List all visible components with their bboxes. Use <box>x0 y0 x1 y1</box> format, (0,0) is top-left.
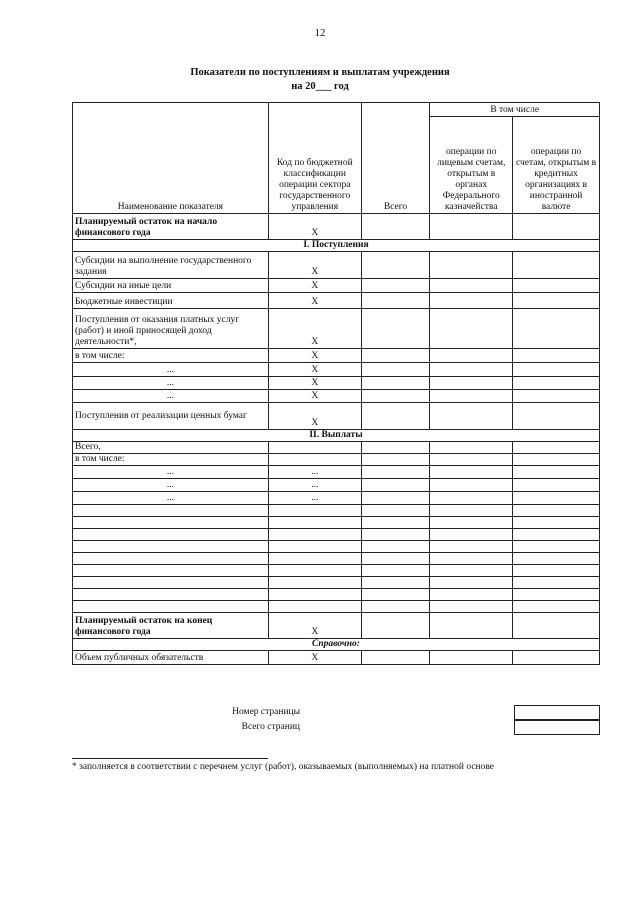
cell-treasury <box>430 613 513 639</box>
cell-foreign <box>513 252 600 279</box>
row-label: в том числе: <box>73 349 269 363</box>
cell-total <box>361 279 430 293</box>
cell-total <box>361 214 430 240</box>
title-line-1: Показатели по поступлениям и выплатам учреждения <box>190 67 450 78</box>
row-label: в том числе: <box>73 454 269 466</box>
header-treasury-accounts: операции по лицевым счетам, открытым в органах Федерального казначейства <box>430 117 513 214</box>
header-including: В том числе <box>430 103 600 117</box>
cell-foreign <box>513 651 600 665</box>
header-foreign-currency-accounts: операции по счетам, открытым в кредитных организациях в иностранной валюте <box>513 117 600 214</box>
cell-total <box>361 293 430 309</box>
code-dots: ... <box>268 466 361 479</box>
cell-treasury <box>430 442 513 454</box>
x-mark: Х <box>268 390 361 403</box>
x-mark: Х <box>268 252 361 279</box>
cell-foreign <box>513 309 600 349</box>
total-pages-label: Всего страниц <box>241 722 300 732</box>
empty-row <box>73 577 600 589</box>
x-mark: Х <box>268 377 361 390</box>
cell-foreign <box>513 613 600 639</box>
cell-treasury <box>430 454 513 466</box>
x-mark: Х <box>268 214 361 240</box>
row-label: Поступления от реализации ценных бумаг <box>73 403 269 430</box>
row-label: Субсидии на иные цели <box>73 279 269 293</box>
cell-total <box>361 252 430 279</box>
cell-total <box>361 403 430 430</box>
row-label: ... <box>73 492 269 505</box>
cell-foreign <box>513 442 600 454</box>
footnote: * заполняется в соответствии с перечнем услуг (работ), оказываемых (выполняемых) на платной основе <box>72 762 495 772</box>
cell-total <box>361 492 430 505</box>
header-code: Код по бюджетной классификации операции сектора государственного управления <box>268 103 361 214</box>
cell-total <box>361 390 430 403</box>
reference-label: Справочно: <box>73 639 600 651</box>
row-label: ... <box>73 479 269 492</box>
empty-row <box>73 505 600 517</box>
empty-row <box>73 529 600 541</box>
cell-total <box>361 377 430 390</box>
x-mark: Х <box>268 651 361 665</box>
title-line-2: на 20___ год <box>291 81 349 92</box>
empty-row <box>73 553 600 565</box>
row-label: Всего, <box>73 442 269 454</box>
cell-treasury <box>430 403 513 430</box>
cell-foreign <box>513 390 600 403</box>
row-label: ... <box>73 390 269 403</box>
cell-code <box>268 454 361 466</box>
row-label: Субсидии на выполнение государственного задания <box>73 252 269 279</box>
cell-treasury <box>430 492 513 505</box>
row-public-obligations: Объем публичных обязательств <box>73 651 269 665</box>
total-pages-box <box>514 720 600 735</box>
cell-foreign <box>513 363 600 377</box>
cell-total <box>361 466 430 479</box>
cell-treasury <box>430 390 513 403</box>
row-opening-balance: Планируемый остаток на начало финансового года <box>73 214 269 240</box>
row-label: Бюджетные инвестиции <box>73 293 269 309</box>
cell-total <box>361 651 430 665</box>
cell-treasury <box>430 309 513 349</box>
cell-foreign <box>513 454 600 466</box>
x-mark: Х <box>268 363 361 377</box>
page-number: 12 <box>314 27 326 39</box>
empty-row <box>73 589 600 601</box>
header-total: Всего <box>361 103 430 214</box>
empty-row <box>73 517 600 529</box>
cell-foreign <box>513 492 600 505</box>
empty-row <box>73 541 600 553</box>
cell-treasury <box>430 377 513 390</box>
page-title <box>0 66 640 94</box>
cell-foreign <box>513 279 600 293</box>
cell-foreign <box>513 403 600 430</box>
cell-total <box>361 454 430 466</box>
x-mark: Х <box>268 613 361 639</box>
cell-foreign <box>513 349 600 363</box>
page-number-box <box>514 705 600 720</box>
cell-total <box>361 442 430 454</box>
cell-total <box>361 309 430 349</box>
row-label: Поступления от оказания платных услуг (работ) и иной приносящей доход деятельности*, <box>73 309 269 349</box>
cell-foreign <box>513 479 600 492</box>
cell-treasury <box>430 293 513 309</box>
section-income-title: I. Поступления <box>73 240 600 252</box>
cell-treasury <box>430 466 513 479</box>
empty-row <box>73 565 600 577</box>
row-closing-balance: Планируемый остаток на конец финансового года <box>73 613 269 639</box>
cell-treasury <box>430 214 513 240</box>
row-label: ... <box>73 363 269 377</box>
row-label: ... <box>73 377 269 390</box>
cell-foreign <box>513 377 600 390</box>
code-dots: ... <box>268 479 361 492</box>
income-payments-table <box>72 102 600 665</box>
cell-total <box>361 613 430 639</box>
cell-treasury <box>430 279 513 293</box>
page-number-label: Номер страницы <box>232 707 300 717</box>
cell-treasury <box>430 479 513 492</box>
header-name: Наименование показателя <box>73 103 269 214</box>
cell-treasury <box>430 252 513 279</box>
cell-foreign <box>513 214 600 240</box>
code-dots: ... <box>268 492 361 505</box>
empty-row <box>73 601 600 613</box>
x-mark: Х <box>268 403 361 430</box>
cell-treasury <box>430 349 513 363</box>
x-mark: Х <box>268 309 361 349</box>
cell-total <box>361 479 430 492</box>
row-label: ... <box>73 466 269 479</box>
cell-code <box>268 442 361 454</box>
cell-treasury <box>430 651 513 665</box>
cell-foreign <box>513 466 600 479</box>
cell-treasury <box>430 363 513 377</box>
section-payments-title: II. Выплаты <box>73 430 600 442</box>
x-mark: Х <box>268 349 361 363</box>
x-mark: Х <box>268 279 361 293</box>
footnote-divider <box>72 758 268 759</box>
x-mark: Х <box>268 293 361 309</box>
cell-total <box>361 363 430 377</box>
cell-foreign <box>513 293 600 309</box>
cell-total <box>361 349 430 363</box>
